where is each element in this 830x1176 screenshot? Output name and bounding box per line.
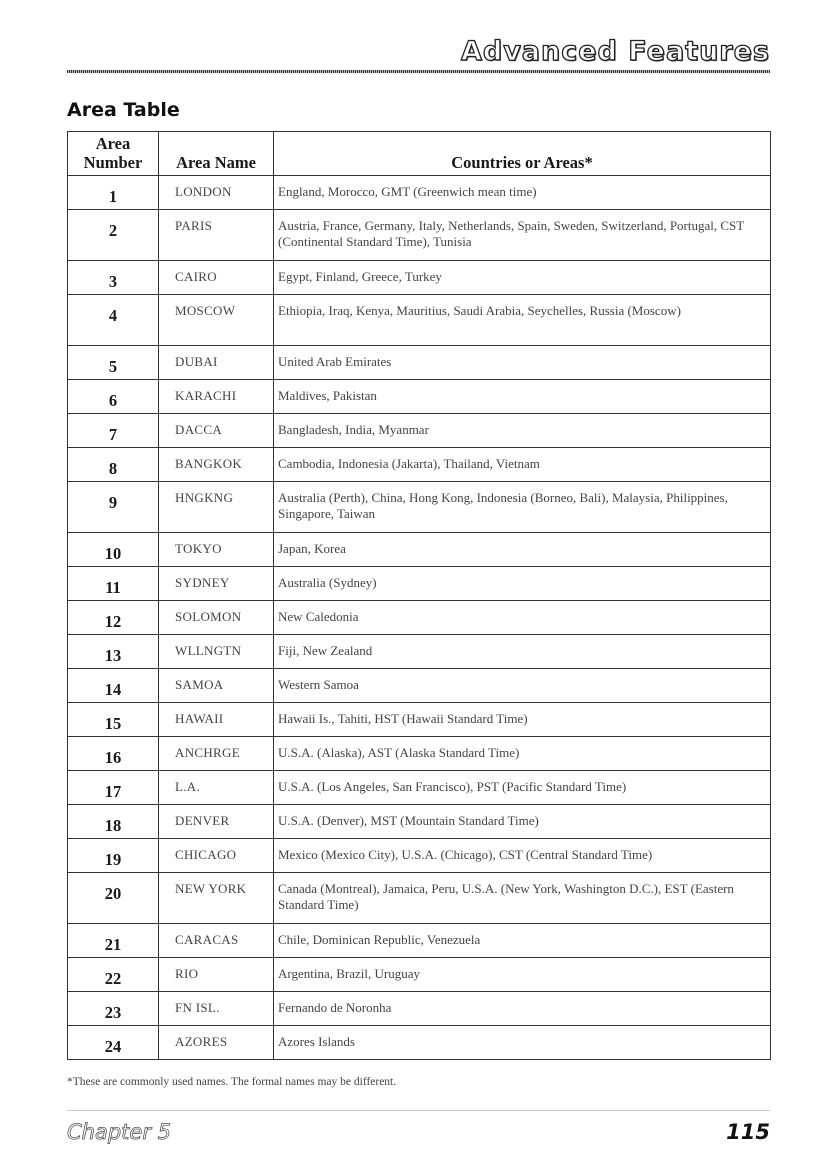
section-heading: Area Table xyxy=(67,99,180,121)
countries-cell: Maldives, Pakistan xyxy=(274,380,771,414)
table-row xyxy=(68,839,771,873)
area-name-cell: SYDNEY xyxy=(159,567,274,601)
area-number-cell: 21 xyxy=(68,924,159,958)
area-name-cell: SAMOA xyxy=(159,669,274,703)
column-header-area-name: Area Name xyxy=(159,132,274,176)
area-number-cell: 11 xyxy=(68,567,159,601)
area-number-cell: 1 xyxy=(68,176,159,210)
area-number-cell: 3 xyxy=(68,261,159,295)
area-number-cell: 15 xyxy=(68,703,159,737)
area-number-cell: 9 xyxy=(68,482,159,533)
area-number-cell: 8 xyxy=(68,448,159,482)
area-number-cell: 4 xyxy=(68,295,159,346)
countries-cell: Western Samoa xyxy=(274,669,771,703)
column-header-area-number-line1: Area xyxy=(95,134,131,153)
area-name-cell: PARIS xyxy=(159,210,274,261)
area-name-cell: L.A. xyxy=(159,771,274,805)
table-header-row xyxy=(68,132,771,176)
header-rule xyxy=(67,70,770,73)
countries-cell: Japan, Korea xyxy=(274,533,771,567)
table-row xyxy=(68,533,771,567)
area-number-cell: 19 xyxy=(68,839,159,873)
area-number-cell: 20 xyxy=(68,873,159,924)
area-name-cell: DUBAI xyxy=(159,346,274,380)
area-name-cell: CHICAGO xyxy=(159,839,274,873)
area-name-cell: CAIRO xyxy=(159,261,274,295)
table-row xyxy=(68,958,771,992)
table-row xyxy=(68,482,771,533)
table-row xyxy=(68,805,771,839)
table-row xyxy=(68,924,771,958)
area-number-cell: 12 xyxy=(68,601,159,635)
area-number-cell: 14 xyxy=(68,669,159,703)
area-name-cell: HNGKNG xyxy=(159,482,274,533)
countries-cell: U.S.A. (Alaska), AST (Alaska Standard Time) xyxy=(274,737,771,771)
table-row xyxy=(68,669,771,703)
area-name-cell: TOKYO xyxy=(159,533,274,567)
countries-cell: United Arab Emirates xyxy=(274,346,771,380)
area-name-cell: AZORES xyxy=(159,1026,274,1060)
column-header-area-number-line2: Number xyxy=(83,153,143,172)
area-name-cell: SOLOMON xyxy=(159,601,274,635)
table-row xyxy=(68,771,771,805)
table-row xyxy=(68,567,771,601)
area-number-cell: 23 xyxy=(68,992,159,1026)
table-row xyxy=(68,635,771,669)
countries-cell: U.S.A. (Los Angeles, San Francisco), PST (Pacific Standard Time) xyxy=(274,771,771,805)
area-name-cell: RIO xyxy=(159,958,274,992)
table-row xyxy=(68,295,771,346)
countries-cell: England, Morocco, GMT (Greenwich mean time) xyxy=(274,176,771,210)
countries-cell: Chile, Dominican Republic, Venezuela xyxy=(274,924,771,958)
table-row xyxy=(68,176,771,210)
table-row xyxy=(68,703,771,737)
area-number-cell: 13 xyxy=(68,635,159,669)
area-name-cell: FN ISL. xyxy=(159,992,274,1026)
area-name-cell: ANCHRGE xyxy=(159,737,274,771)
countries-cell: Argentina, Brazil, Uruguay xyxy=(274,958,771,992)
countries-cell: U.S.A. (Denver), MST (Mountain Standard Time) xyxy=(274,805,771,839)
table-row xyxy=(68,992,771,1026)
area-name-cell: DACCA xyxy=(159,414,274,448)
countries-cell: Egypt, Finland, Greece, Turkey xyxy=(274,261,771,295)
area-name-cell: WLLNGTN xyxy=(159,635,274,669)
table-row xyxy=(68,346,771,380)
table-row xyxy=(68,380,771,414)
countries-cell: Cambodia, Indonesia (Jakarta), Thailand, Vietnam xyxy=(274,448,771,482)
area-number-cell: 10 xyxy=(68,533,159,567)
table-row xyxy=(68,414,771,448)
area-name-cell: HAWAII xyxy=(159,703,274,737)
area-number-cell: 18 xyxy=(68,805,159,839)
area-name-cell: KARACHI xyxy=(159,380,274,414)
countries-cell: Ethiopia, Iraq, Kenya, Mauritius, Saudi Arabia, Seychelles, Russia (Moscow) xyxy=(274,295,771,346)
area-table xyxy=(67,131,771,1060)
area-name-cell: BANGKOK xyxy=(159,448,274,482)
countries-cell: Canada (Montreal), Jamaica, Peru, U.S.A. (New York, Washington D.C.), EST (Eastern Standard Time) xyxy=(274,873,771,924)
footer-page-number: 115 xyxy=(726,1120,770,1144)
area-number-cell: 24 xyxy=(68,1026,159,1060)
area-number-cell: 2 xyxy=(68,210,159,261)
area-name-cell: LONDON xyxy=(159,176,274,210)
countries-cell: Hawaii Is., Tahiti, HST (Hawaii Standard Time) xyxy=(274,703,771,737)
table-row xyxy=(68,448,771,482)
area-number-cell: 5 xyxy=(68,346,159,380)
countries-cell: Australia (Sydney) xyxy=(274,567,771,601)
table-row xyxy=(68,601,771,635)
countries-cell: Bangladesh, India, Myanmar xyxy=(274,414,771,448)
area-name-cell: CARACAS xyxy=(159,924,274,958)
countries-cell: Fernando de Noronha xyxy=(274,992,771,1026)
table-row xyxy=(68,261,771,295)
column-header-area-number xyxy=(68,132,159,176)
area-name-cell: NEW YORK xyxy=(159,873,274,924)
area-number-cell: 22 xyxy=(68,958,159,992)
area-number-cell: 7 xyxy=(68,414,159,448)
area-name-cell: MOSCOW xyxy=(159,295,274,346)
footer-rule xyxy=(67,1110,770,1111)
countries-cell: Australia (Perth), China, Hong Kong, Indonesia (Borneo, Bali), Malaysia, Philippines, Singapore, Taiwan xyxy=(274,482,771,533)
countries-cell: Mexico (Mexico City), U.S.A. (Chicago), CST (Central Standard Time) xyxy=(274,839,771,873)
footnote: *These are commonly used names. The formal names may be different. xyxy=(67,1076,397,1088)
table-body xyxy=(68,176,771,1060)
table-row xyxy=(68,737,771,771)
countries-cell: New Caledonia xyxy=(274,601,771,635)
area-name-cell: DENVER xyxy=(159,805,274,839)
area-number-cell: 16 xyxy=(68,737,159,771)
table-row xyxy=(68,1026,771,1060)
table-row xyxy=(68,873,771,924)
column-header-countries: Countries or Areas* xyxy=(274,132,771,176)
footer-chapter-label: Chapter 5 xyxy=(67,1120,171,1144)
countries-cell: Fiji, New Zealand xyxy=(274,635,771,669)
area-number-cell: 6 xyxy=(68,380,159,414)
countries-cell: Austria, France, Germany, Italy, Netherlands, Spain, Sweden, Switzerland, Portugal, CST (Continental Standard Time), Tunisia xyxy=(274,210,771,261)
area-number-cell: 17 xyxy=(68,771,159,805)
table-row xyxy=(68,210,771,261)
countries-cell: Azores Islands xyxy=(274,1026,771,1060)
page-header-title: Advanced Features xyxy=(460,36,770,67)
